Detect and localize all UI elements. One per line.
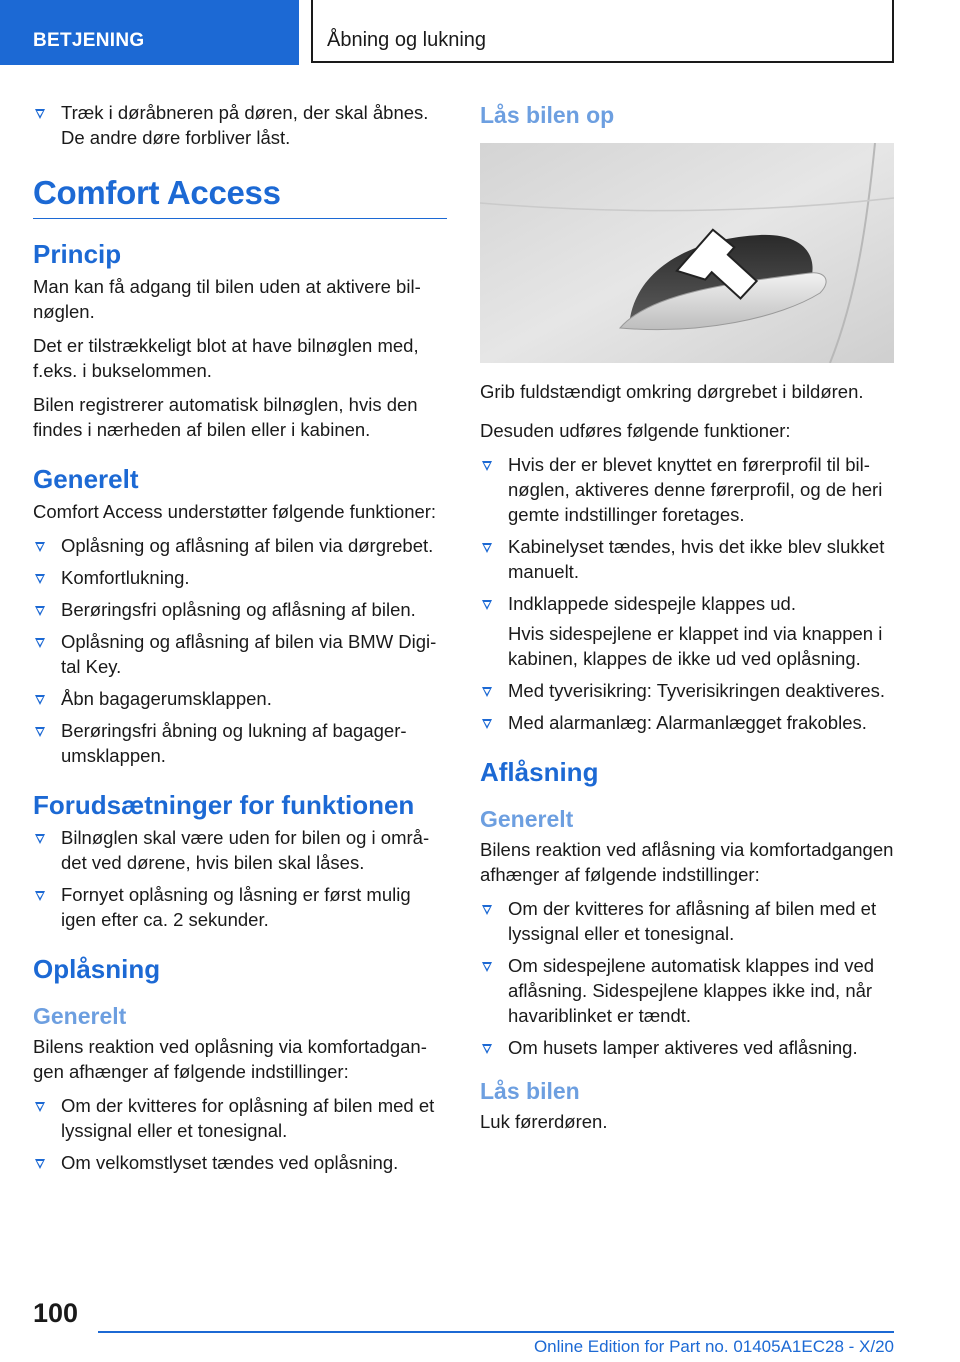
list-item: Kabinelyset tændes, hvis det ikke blev slukket manuelt.	[480, 534, 894, 584]
subsection-heading: Lås bilen	[480, 1078, 580, 1104]
lock-settings-list	[480, 896, 894, 1060]
list-item: Om der kvitteres for aflåsning af bilen med et lyssignal eller et tonesignal.	[480, 896, 894, 946]
section-heading: Princip	[33, 239, 122, 269]
list-item: Om husets lamper aktiveres ved aflåsning.	[480, 1035, 894, 1060]
paragraph: Det er tilstrækkeligt blot at have bilnøglen med, f.eks. i bukselommen.	[33, 335, 419, 381]
paragraph: Bilen registrerer automatisk bilnøglen, hvis den findes i nærheden af bilen eller i kabinen.	[33, 394, 418, 440]
page-number: 100	[33, 1298, 79, 1328]
list-item: Berøringsfri åbning og lukning af bagagerumsklappen.	[33, 718, 447, 768]
bullet-triangle-icon	[35, 891, 45, 901]
list-item: Indklappede sidespejle klappes ud.	[480, 591, 894, 616]
section-heading: Generelt	[33, 464, 139, 494]
paragraph: Man kan få adgang til bilen uden at aktivere bilnøglen.	[33, 276, 421, 322]
left-column	[33, 100, 447, 1182]
list-item: Hvis der er blevet knyttet en førerprofil til bilnøglen, aktiveres denne førerprofil, og de heri gemte indstillinger foretages.	[480, 452, 894, 527]
list-item: Oplåsning og aflåsning af bilen via dørgrebet.	[33, 533, 447, 558]
bullet-triangle-icon	[482, 962, 492, 972]
bullet-triangle-icon	[35, 638, 45, 648]
bullet-triangle-icon	[35, 834, 45, 844]
paragraph: Desuden udføres følgende funktioner:	[480, 420, 791, 441]
bullet-triangle-icon	[482, 461, 492, 471]
bullet-triangle-icon	[35, 606, 45, 616]
unlock-functions-list-continued	[480, 678, 894, 735]
paragraph: Comfort Access understøtter følgende funktioner:	[33, 501, 437, 522]
bullet-triangle-icon	[35, 695, 45, 705]
list-item: Om sidespejlene automatisk klappes ind ved aflåsning. Sidespejlene klappes ikke ind, når havariblinket er tændt.	[480, 953, 894, 1028]
main-heading: Comfort Access	[33, 174, 447, 219]
list-item: Om der kvitteres for oplåsning af bilen med et lyssignal eller et tonesignal.	[33, 1093, 447, 1143]
footer-divider	[98, 1331, 894, 1333]
bullet-triangle-icon	[482, 687, 492, 697]
section-heading: Forudsætninger for funktionen	[33, 790, 415, 820]
bullet-triangle-icon	[482, 905, 492, 915]
chapter-title: Åbning og lukning	[327, 29, 487, 51]
bullet-triangle-icon	[35, 1159, 45, 1169]
unlock-settings-list	[33, 1093, 447, 1175]
door-handle-photo	[480, 143, 894, 363]
bullet-triangle-icon	[482, 1044, 492, 1054]
section-heading: Aflåsning	[480, 757, 599, 787]
paragraph: Bilens reaktion ved oplåsning via komfortadgangen afhænger af følgende indstillinger:	[33, 1036, 427, 1082]
edition-note: Online Edition for Part no. 01405A1EC28 - X/20	[533, 1337, 894, 1356]
bullet-triangle-icon	[482, 543, 492, 553]
intro-list	[33, 100, 447, 150]
section-heading: Oplåsning	[33, 954, 161, 984]
right-column	[480, 100, 894, 1143]
subsection-heading: Generelt	[33, 1003, 127, 1029]
list-item: Åbn bagagerumsklappen.	[33, 686, 447, 711]
subsection-heading: Lås bilen op	[480, 102, 615, 128]
list-item: Træk i døråbneren på døren, der skal åbnes. De andre døre forbliver låst.	[33, 100, 447, 150]
feature-list	[33, 533, 447, 768]
list-item: Fornyet oplåsning og låsning er først mulig igen efter ca. 2 sekunder.	[33, 882, 447, 932]
paragraph: Bilens reaktion ved aflåsning via komfortadgangen afhænger af følgende indstillinger:	[480, 839, 894, 885]
chapter-header	[311, 0, 894, 63]
section-label: BETJENING	[33, 30, 145, 51]
paragraph: Luk førerdøren.	[480, 1111, 608, 1132]
unlock-functions-list	[480, 452, 894, 616]
prereq-list	[33, 825, 447, 932]
bullet-triangle-icon	[35, 1102, 45, 1112]
bullet-triangle-icon	[482, 600, 492, 610]
list-item: Med tyverisikring: Tyverisikringen deaktiveres.	[480, 678, 894, 703]
list-item: Komfortlukning.	[33, 565, 447, 590]
subsection-heading: Generelt	[480, 806, 574, 832]
image-caption: Grib fuldstændigt omkring dørgrebet i bildøren.	[480, 381, 864, 402]
bullet-triangle-icon	[35, 727, 45, 737]
bullet-triangle-icon	[35, 542, 45, 552]
list-note: Hvis sidespejlene er klappet ind via knappen i kabinen, klappes de ikke ud ved oplåsning.	[508, 623, 883, 669]
bullet-triangle-icon	[35, 574, 45, 584]
bullet-triangle-icon	[482, 719, 492, 729]
list-item: Bilnøglen skal være uden for bilen og i området ved dørene, hvis bilen skal låses.	[33, 825, 447, 875]
bullet-triangle-icon	[35, 109, 45, 119]
list-item: Berøringsfri oplåsning og aflåsning af bilen.	[33, 597, 447, 622]
list-item: Oplåsning og aflåsning af bilen via BMW Digital Key.	[33, 629, 447, 679]
section-tab	[0, 0, 299, 65]
list-item: Om velkomstlyset tændes ved oplåsning.	[33, 1150, 447, 1175]
list-item: Med alarmanlæg: Alarmanlægget frakobles.	[480, 710, 894, 735]
